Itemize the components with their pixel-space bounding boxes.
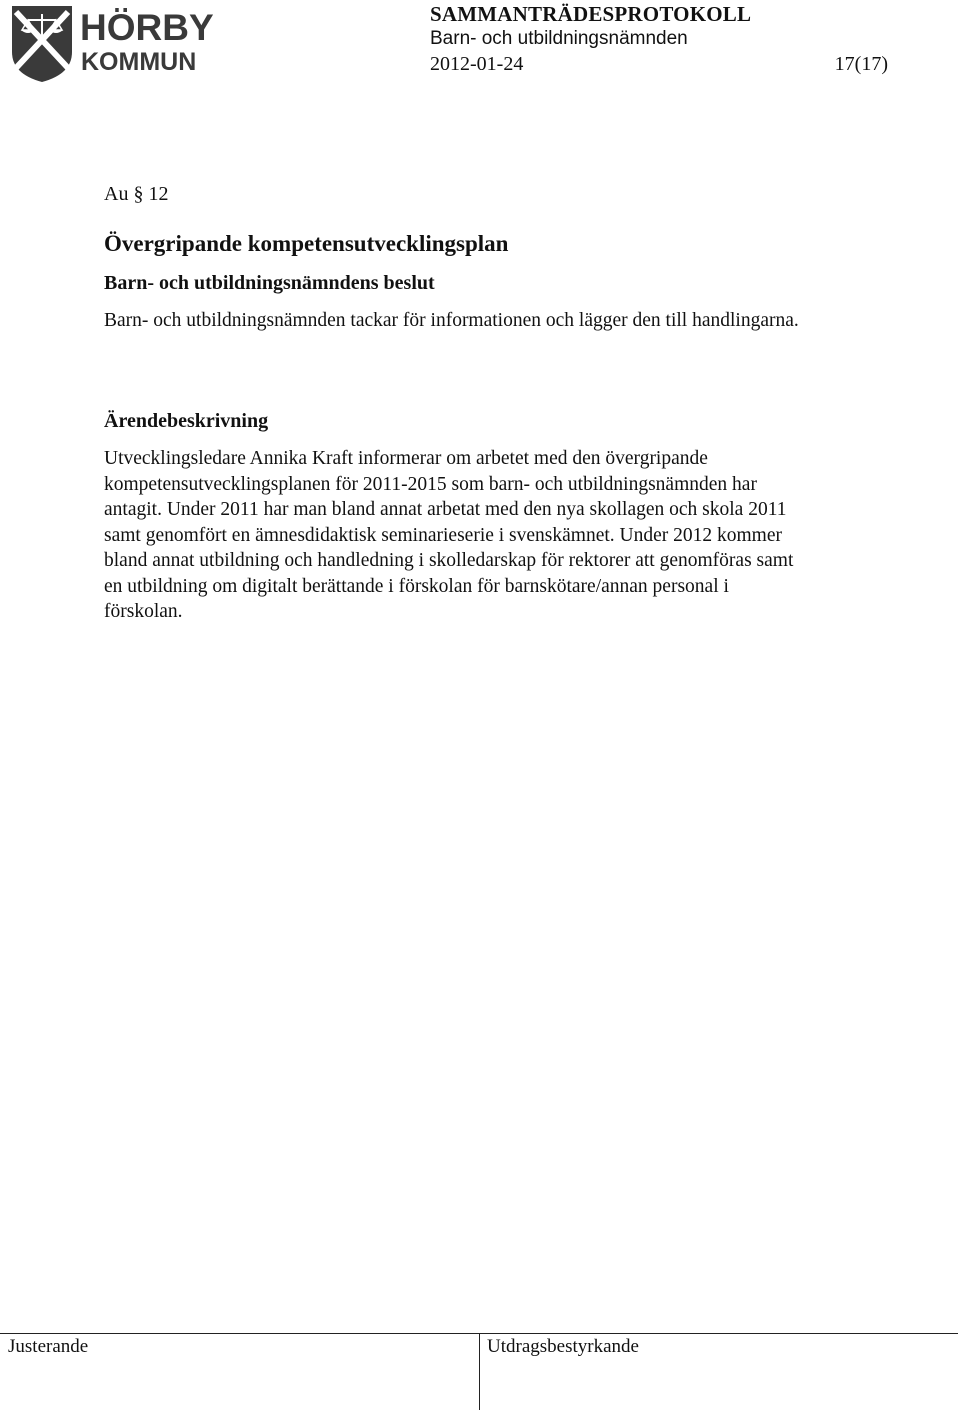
item-number: Au § 12 <box>104 183 169 205</box>
footer-utdragsbestyrkande-label: Utdragsbestyrkande <box>487 1336 639 1357</box>
description-text: Utvecklingsledare Annika Kraft informerar om arbetet med den övergripande kompetensutvecklingsplanen för 2011-2015 som barn- och utbildningsnämnden har antagit. Under 2011 har man bland annat arbetat med den nya skollagen och skola 2011 samt genomfört en ämnesdidaktisk seminarieserie i svenskämnet. Under 2012 kommer bland annat utbildning och handledning i skolledarskap för rektorer att genomföras samt en utbildning om digitalt berättande i förskolan för barnskötare/annan personal i förskolan. <box>104 448 794 622</box>
svg-text:HÖRBY: HÖRBY <box>80 7 214 48</box>
page-number: 17(17) <box>834 53 888 75</box>
decision-text: Barn- och utbildningsnämnden tackar för informationen och lägger den till handlingarna. <box>104 310 799 331</box>
coat-of-arms-icon <box>10 4 214 84</box>
meeting-date: 2012-01-24 <box>430 53 524 75</box>
footer-justerande-label: Justerande <box>8 1336 89 1357</box>
committee-name: Barn- och utbildningsnämnden <box>430 28 688 49</box>
decision-heading: Barn- och utbildningsnämndens beslut <box>104 272 435 294</box>
description-heading: Ärendebeskrivning <box>104 410 269 432</box>
municipality-logo <box>10 4 214 84</box>
footer-column-divider <box>479 1333 480 1410</box>
item-title: Övergripande kompetensutvecklingsplan <box>104 231 509 256</box>
svg-text:KOMMUN: KOMMUN <box>81 48 197 76</box>
document-type-title: SAMMANTRÄDESPROTOKOLL <box>430 2 752 26</box>
